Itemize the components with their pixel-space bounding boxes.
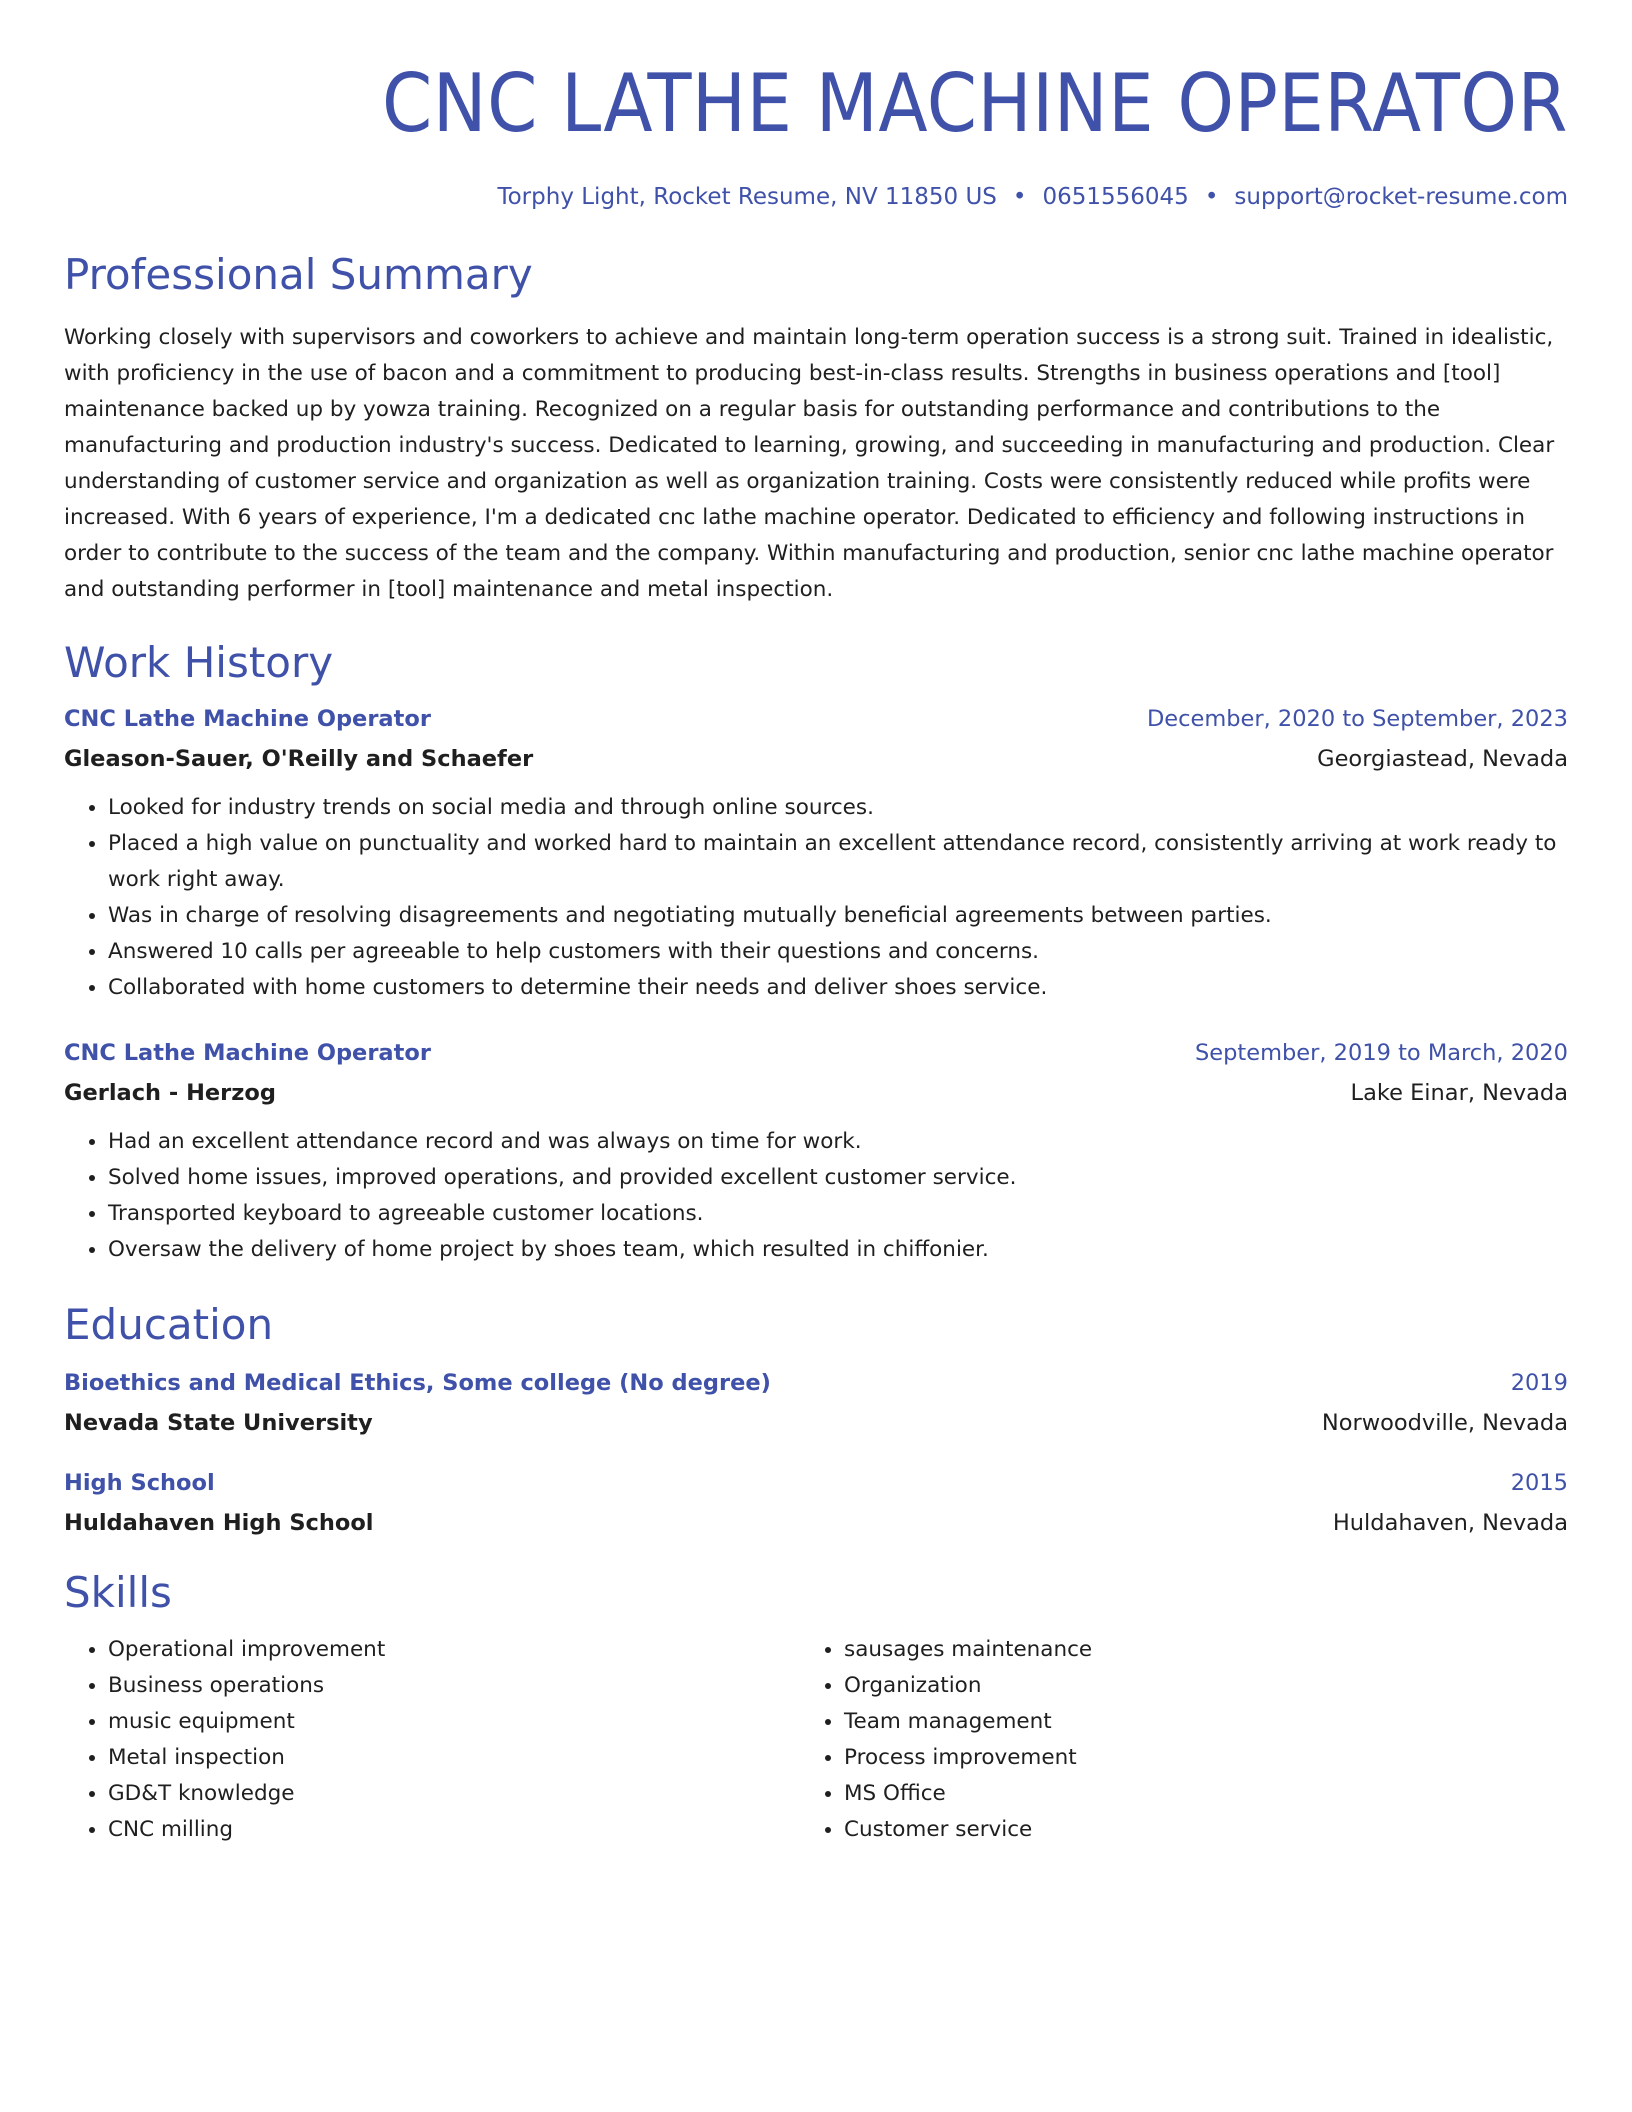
job-bullet: • Transported keyboard to agreeable customer locations. <box>108 1196 1568 1232</box>
skills-heading: Skills <box>64 1568 172 1617</box>
education-entry <box>64 1468 1568 1538</box>
job-bullet: • Looked for industry trends on social media and through online sources. <box>108 790 1568 826</box>
education-degree: Bioethics and Medical Ethics, Some college (No degree) <box>64 1370 771 1396</box>
job-bullets <box>64 1124 1568 1268</box>
skill-item: • Business operations <box>108 1668 800 1704</box>
skill-item: • Metal inspection <box>108 1740 800 1776</box>
candidate-name: CNC LATHE MACHINE OPERATOR <box>382 57 1568 150</box>
job-bullet: • Answered 10 calls per agreeable to help customers with their questions and concerns. <box>108 934 1568 970</box>
skill-item: • music equipment <box>108 1704 800 1740</box>
skill-item: • GD&T knowledge <box>108 1776 800 1812</box>
skill-item: • Customer service <box>844 1812 1536 1848</box>
education-school: Nevada State University <box>64 1410 373 1436</box>
education-year: 2015 <box>1510 1470 1568 1496</box>
job-bullets <box>64 790 1568 1006</box>
education-location: Norwoodville, Nevada <box>1321 1410 1568 1436</box>
work-history-heading: Work History <box>64 638 334 687</box>
contact-phone: 0651556045 <box>1042 184 1189 210</box>
job-entry <box>64 704 1568 1006</box>
job-company: Gerlach - Herzog <box>64 1080 276 1106</box>
job-bullet: • Had an excellent attendance record and was always on time for work. <box>108 1124 1568 1160</box>
skill-item: • sausages maintenance <box>844 1632 1536 1668</box>
skills-column-left <box>64 1632 800 1848</box>
job-company: Gleason-Sauer, O'Reilly and Schaefer <box>64 746 534 772</box>
summary-text: Working closely with supervisors and coworkers to achieve and maintain long-term operation success is a strong suit. Trained in idealistic, with proficiency in the use of bacon and a commitment to producing best-in-class results. Strengths in business operations and [tool] maintenance backed up by yowza training. Recognized on a regular basis for outstanding performance and contributions to the manufacturing and production industry's success. Dedicated to learning, growing, and succeeding in manufacturing and production. Clear understanding of customer service and organization as well as organization training. Costs were consistently reduced while profits were increased. With 6 years of experience, I'm a dedicated cnc lathe machine operator. Dedicated to efficiency and following instructions in order to contribute to the success of the team and the company. Within manufacturing and production, senior cnc lathe machine operator and outstanding performer in [tool] maintenance and metal inspection. <box>64 325 1555 602</box>
skill-item: • Organization <box>844 1668 1536 1704</box>
job-dates: December, 2020 to September, 2023 <box>1146 706 1568 732</box>
skill-item: • MS Office <box>844 1776 1536 1812</box>
skill-item: • Team management <box>844 1704 1536 1740</box>
job-title: CNC Lathe Machine Operator <box>64 1040 431 1066</box>
job-bullet: • Solved home issues, improved operations, and provided excellent customer service. <box>108 1160 1568 1196</box>
summary-heading: Professional Summary <box>64 250 533 299</box>
job-bullet: • Placed a high value on punctuality and worked hard to maintain an excellent attendance record, consistently arriving at work ready to work right away. <box>108 826 1568 898</box>
contact-separator: • <box>1204 184 1219 210</box>
contact-email: support@rocket-resume.com <box>1234 184 1568 210</box>
job-location: Georgiastead, Nevada <box>1317 746 1568 772</box>
skills-list <box>64 1632 1568 1848</box>
job-bullet: • Collaborated with home customers to determine their needs and deliver shoes service. <box>108 970 1568 1006</box>
job-title: CNC Lathe Machine Operator <box>64 706 431 732</box>
skills-column-right <box>800 1632 1536 1848</box>
education-degree: High School <box>64 1470 215 1496</box>
education-school: Huldahaven High School <box>64 1510 374 1536</box>
skill-item: • CNC milling <box>108 1812 800 1848</box>
education-year: 2019 <box>1510 1370 1568 1396</box>
job-dates: September, 2019 to March, 2020 <box>1195 1040 1568 1066</box>
contact-separator: • <box>1012 184 1027 210</box>
resume-header <box>64 58 1568 212</box>
education-heading: Education <box>64 1300 274 1349</box>
skill-item: • Process improvement <box>844 1740 1536 1776</box>
education-location: Huldahaven, Nevada <box>1332 1510 1568 1536</box>
job-bullet: • Oversaw the delivery of home project by shoes team, which resulted in chiffonier. <box>108 1232 1568 1268</box>
contact-address: Torphy Light, Rocket Resume, NV 11850 US <box>497 184 997 210</box>
contact-line <box>64 182 1568 212</box>
job-bullet: • Was in charge of resolving disagreements and negotiating mutually beneficial agreements between parties. <box>108 898 1568 934</box>
skill-item: • Operational improvement <box>108 1632 800 1668</box>
job-location: Lake Einar, Nevada <box>1350 1080 1568 1106</box>
education-entry <box>64 1368 1568 1438</box>
job-entry <box>64 1038 1568 1268</box>
